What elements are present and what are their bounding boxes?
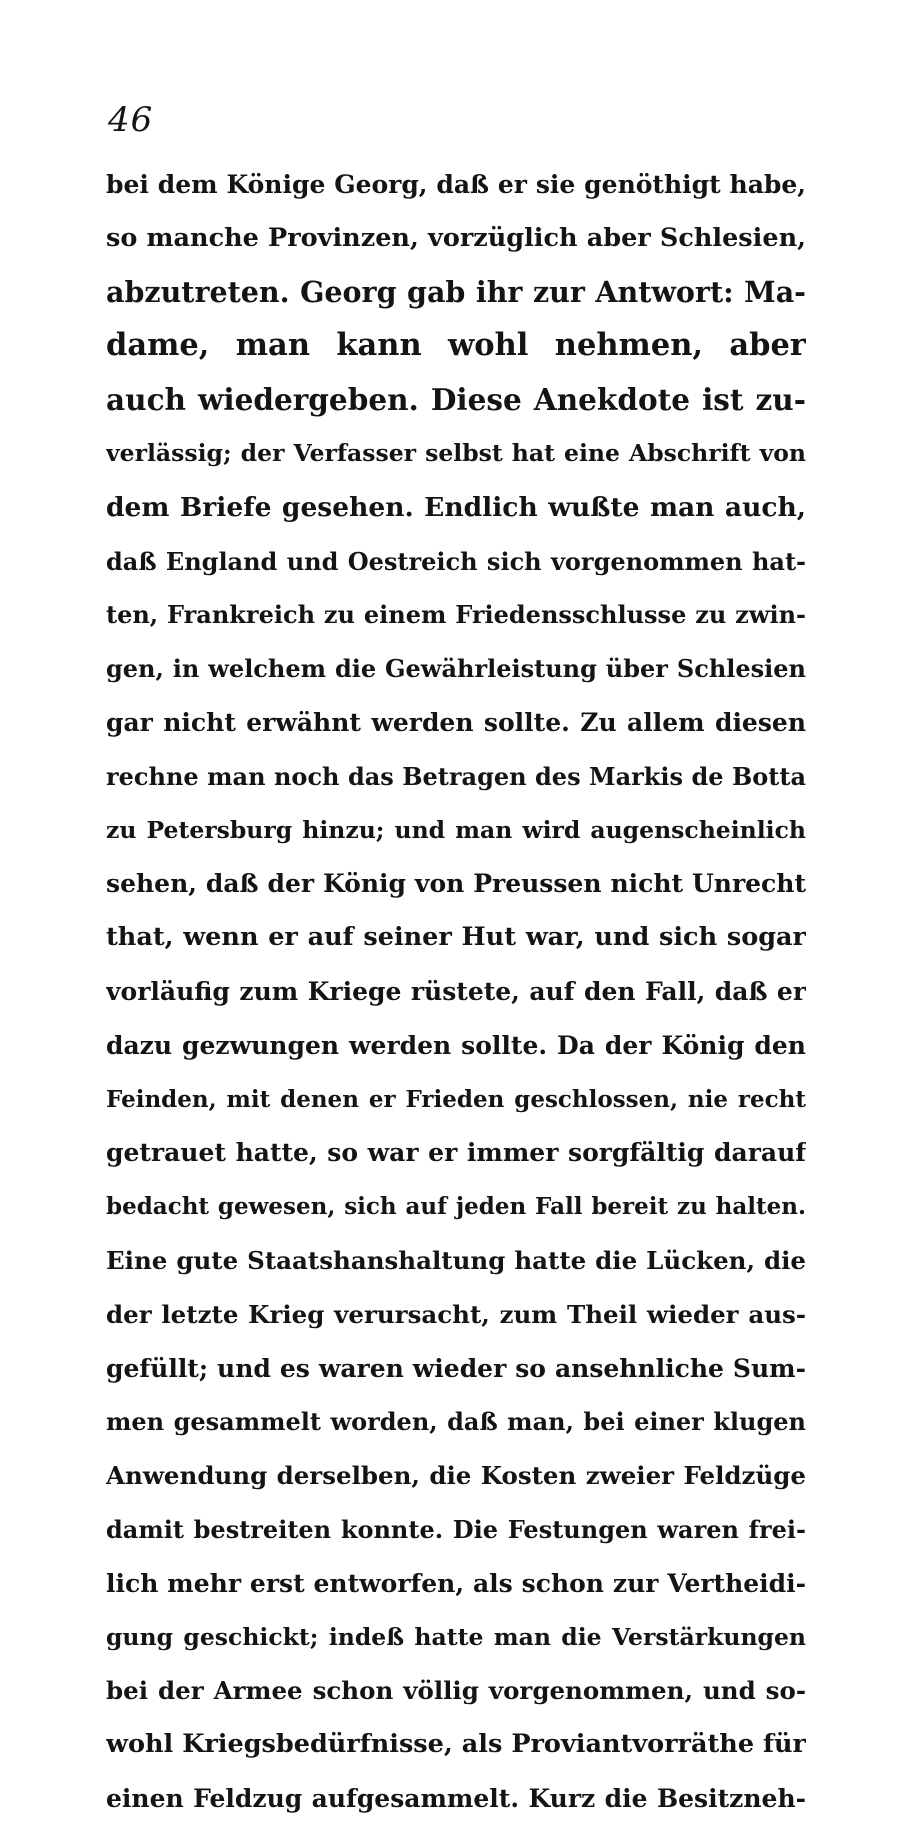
text-line: Anwendung derselben, die Kosten zweier Feldzüge: [106, 1461, 806, 1491]
text-line: damit bestreiten konnte. Die Festungen waren frei-: [106, 1514, 806, 1544]
text-line: gung geschickt; indeß hatte man die Verstärkungen: [106, 1622, 806, 1651]
text-line: daß England und Oestreich sich vorgenommen hat-: [106, 546, 806, 576]
text-line: rechne man noch das Betragen des Markis de Botta: [106, 761, 806, 791]
text-line: men gesammelt worden, daß man, bei einer klugen: [106, 1407, 806, 1437]
body-text: [106, 158, 806, 1826]
text-line: Eine gute Staatshanshaltung hatte die Lücken, die: [106, 1245, 806, 1275]
text-line: einen Feldzug aufgesammelt. Kurz die Besitzneh-: [106, 1783, 806, 1813]
text-line: wohl Kriegsbedürfnisse, als Proviantvorräthe für: [106, 1729, 806, 1760]
text-line: sehen, daß der König von Preussen nicht Unrecht: [106, 869, 806, 899]
text-line: Feinden, mit denen er Frieden geschlossen, nie recht: [106, 1085, 806, 1113]
text-line: dem Briefe gesehen. Endlich wußte man auch,: [106, 491, 806, 523]
text-line: verlässig; der Verfasser selbst hat eine Abschrift von: [106, 438, 806, 467]
text-line: gefüllt; und es waren wieder so ansehnliche Sum-: [106, 1353, 806, 1383]
page-number: 46: [108, 100, 154, 140]
text-line: gen, in welchem die Gewährleistung über Schlesien: [106, 654, 806, 684]
text-line: lich mehr erst entworfen, als schon zur Vertheidi-: [106, 1568, 806, 1598]
text-line: bedacht gewesen, sich auf jeden Fall bereit zu halten.: [106, 1193, 806, 1221]
text-line: getrauet hatte, so war er immer sorgfältig darauf: [106, 1138, 806, 1168]
text-line: gar nicht erwähnt werden sollte. Zu allem diesen: [106, 707, 806, 737]
text-line: zu Petersburg hinzu; und man wird augenscheinlich: [106, 815, 806, 844]
text-line: dazu gezwungen werden sollte. Da der König den: [106, 1030, 806, 1060]
text-line: ten, Frankreich zu einem Friedensschlusse zu zwin-: [106, 600, 806, 630]
text-line: der letzte Krieg verursacht, zum Theil wieder aus-: [106, 1299, 806, 1329]
text-line: vorläufig zum Kriege rüstete, auf den Fall, daß er: [106, 976, 806, 1006]
text-line: auch wiedergeben. Diese Anekdote ist zu-: [106, 382, 806, 418]
text-line: dame, man kann wohl nehmen, aber: [106, 327, 806, 364]
text-line: abzutreten. Georg gab ihr zur Antwort: Ma-: [106, 274, 806, 309]
text-line: so manche Provinzen, vorzüglich aber Schlesien,: [106, 222, 806, 253]
text-line: bei der Armee schon völlig vorgenommen, und so-: [106, 1676, 806, 1706]
text-line: bei dem Könige Georg, daß er sie genöthigt habe,: [106, 170, 806, 199]
text-line: that, wenn er auf seiner Hut war, und sich sogar: [106, 922, 806, 953]
